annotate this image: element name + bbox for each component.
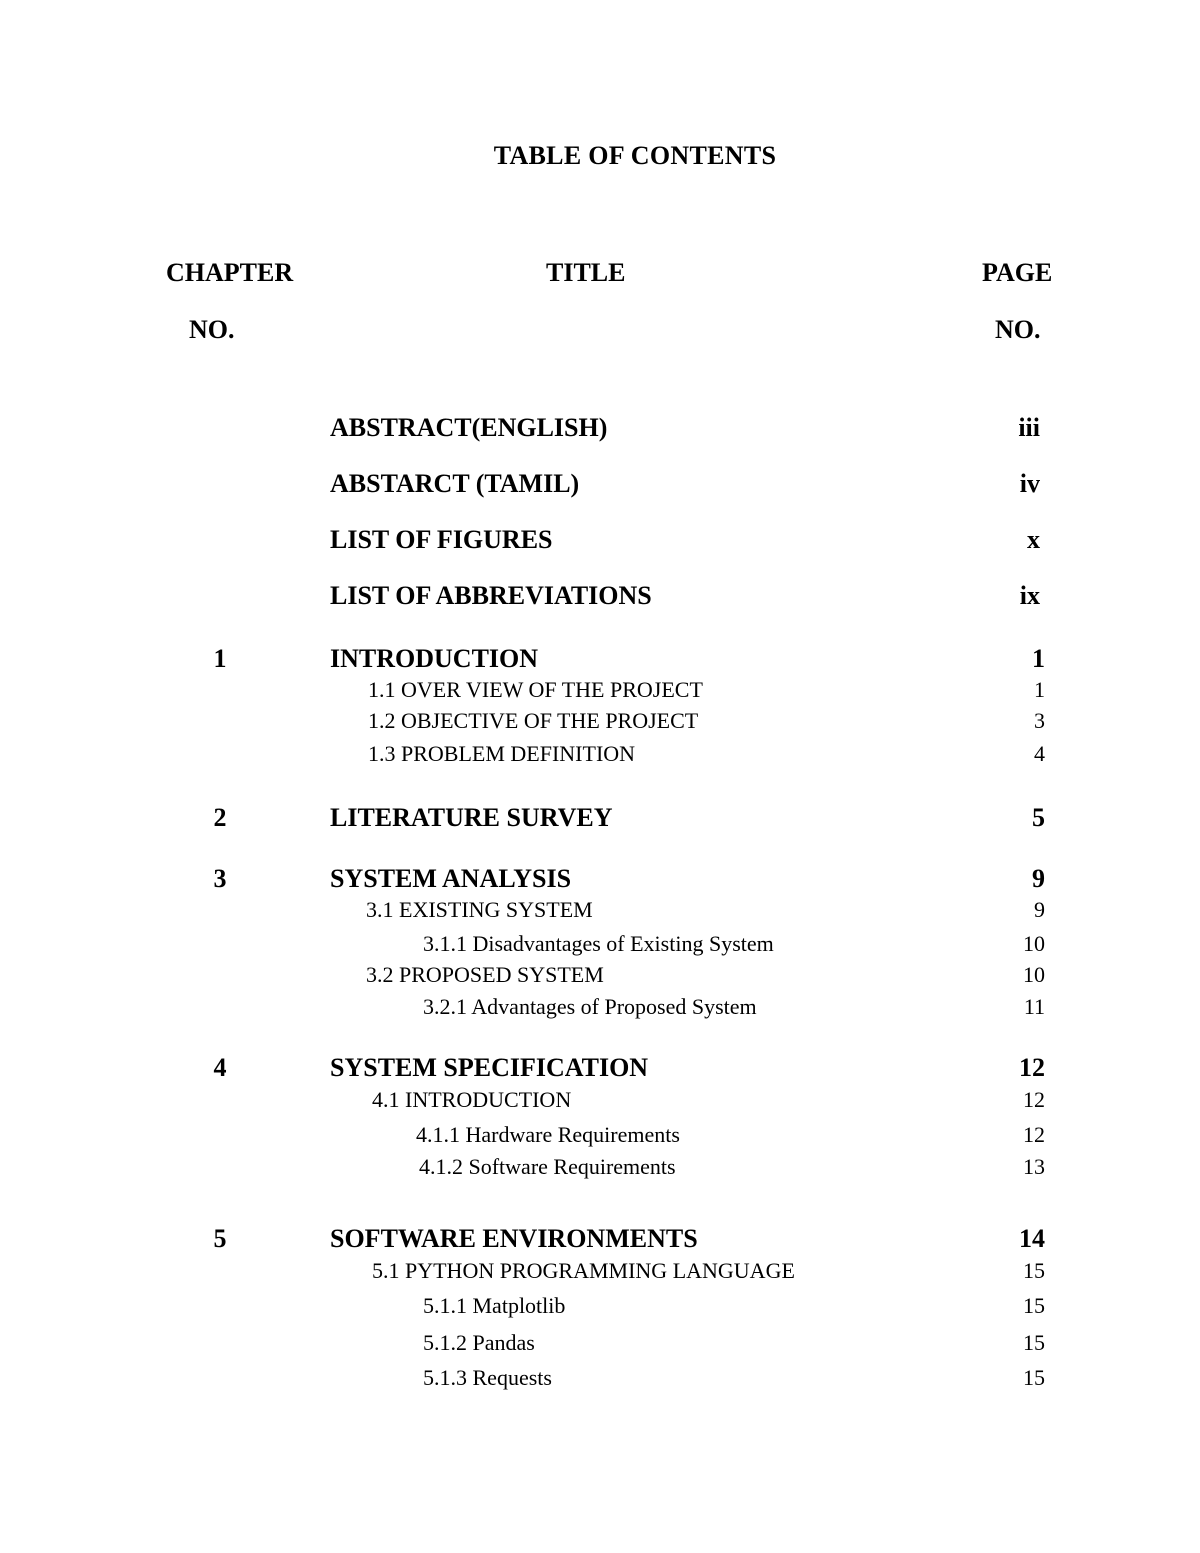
toc-chapter-entry [0, 1222, 1200, 1256]
toc-chapter-entry [0, 801, 1200, 835]
entry-title: 5.1 PYTHON PROGRAMMING LANGUAGE [372, 1258, 795, 1283]
entry-title: 4.1 INTRODUCTION [372, 1087, 572, 1112]
entry-title: INTRODUCTION [330, 644, 539, 673]
toc-section-entry [0, 1083, 1200, 1117]
entry-title: 4.1.2 Software Requirements [419, 1154, 676, 1179]
toc-entry [0, 467, 1200, 501]
entry-title: 5.1.1 Matplotlib [423, 1293, 566, 1318]
page-number: 12 [1023, 1122, 1045, 1147]
chapter-number: 4 [213, 1053, 227, 1082]
page-number: ix [1019, 581, 1040, 610]
entry-title: 1.2 OBJECTIVE OF THE PROJECT [368, 708, 699, 733]
page-column-header-no: NO. [995, 315, 1041, 344]
entry-title: 3.2 PROPOSED SYSTEM [366, 962, 604, 987]
toc-chapter-entry [0, 862, 1200, 896]
toc-section-entry [0, 673, 1200, 707]
page-number: 5 [1032, 803, 1045, 832]
page-number: 9 [1034, 897, 1045, 922]
entry-title: 5.1.3 Requests [423, 1365, 552, 1390]
page-number: x [1027, 525, 1040, 554]
page-number: 15 [1023, 1330, 1045, 1355]
page-number: 15 [1023, 1258, 1045, 1283]
entry-title: 3.1 EXISTING SYSTEM [366, 897, 593, 922]
entry-title: 3.1.1 Disadvantages of Existing System [423, 931, 774, 956]
page-number: 9 [1032, 864, 1045, 893]
chapter-column-header: CHAPTER [166, 258, 294, 287]
chapter-number: 2 [213, 803, 227, 832]
toc-subsection-entry [0, 1289, 1200, 1323]
page-number: 10 [1023, 962, 1045, 987]
page-title: TABLE OF CONTENTS [493, 141, 777, 170]
entry-title: 4.1.1 Hardware Requirements [416, 1122, 680, 1147]
page-number: 13 [1023, 1154, 1045, 1179]
page-column-header: PAGE [982, 258, 1053, 287]
toc-subsection-entry [0, 1118, 1200, 1152]
page-number: 12 [1023, 1087, 1045, 1112]
chapter-number: 5 [213, 1224, 227, 1253]
toc-section-entry [0, 704, 1200, 738]
entry-title: 5.1.2 Pandas [423, 1330, 535, 1355]
toc-entry [0, 579, 1200, 613]
entry-title: SYSTEM ANALYSIS [330, 864, 572, 893]
toc-section-entry [0, 1254, 1200, 1288]
entry-title: 3.2.1 Advantages of Proposed System [423, 994, 757, 1019]
entry-title: LIST OF FIGURES [330, 525, 553, 554]
page-number: 15 [1023, 1365, 1045, 1390]
page-number: 4 [1034, 741, 1045, 766]
chapter-column-header-no: NO. [189, 315, 235, 344]
toc-subsection-entry [0, 927, 1200, 961]
toc-chapter-entry [0, 1051, 1200, 1085]
entry-title: 1.1 OVER VIEW OF THE PROJECT [368, 677, 703, 702]
toc-chapter-entry [0, 642, 1200, 676]
page-number: 10 [1023, 931, 1045, 956]
page-number: 11 [1023, 994, 1045, 1019]
page-number: 15 [1023, 1293, 1045, 1318]
toc-subsection-entry [0, 1361, 1200, 1395]
chapter-number: 3 [213, 864, 227, 893]
entry-title: SYSTEM SPECIFICATION [330, 1053, 649, 1082]
toc-section-entry [0, 958, 1200, 992]
page-number: 1 [1032, 644, 1045, 673]
entry-title: ABSTRACT(ENGLISH) [330, 413, 608, 442]
page-number: iii [1018, 413, 1040, 442]
page-number: 3 [1034, 708, 1045, 733]
toc-section-entry [0, 893, 1200, 927]
entry-title: SOFTWARE ENVIRONMENTS [330, 1224, 698, 1253]
toc-subsection-entry [0, 1326, 1200, 1360]
entry-title: 1.3 PROBLEM DEFINITION [368, 741, 636, 766]
page-number: 1 [1034, 677, 1045, 702]
chapter-number: 1 [213, 644, 227, 673]
toc-subsection-entry [0, 1150, 1200, 1184]
toc-entry [0, 411, 1200, 445]
toc-subsection-entry [0, 990, 1200, 1024]
page-number: 14 [1019, 1224, 1045, 1253]
page-number: iv [1019, 469, 1040, 498]
toc-section-entry [0, 737, 1200, 771]
toc-entry [0, 523, 1200, 557]
page-number: 12 [1019, 1053, 1045, 1082]
entry-title: ABSTARCT (TAMIL) [330, 469, 580, 498]
entry-title: LITERATURE SURVEY [330, 803, 613, 832]
title-column-header: TITLE [546, 258, 626, 287]
entry-title: LIST OF ABBREVIATIONS [330, 581, 652, 610]
